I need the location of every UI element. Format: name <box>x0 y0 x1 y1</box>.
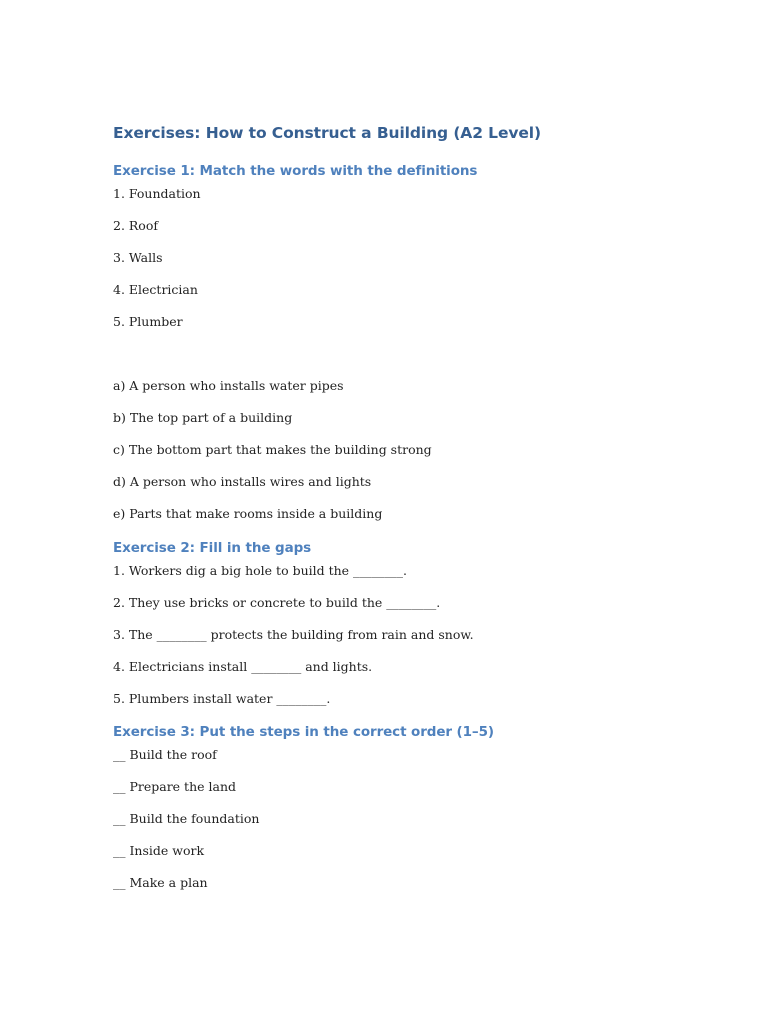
exercise-1-heading: Exercise 1: Match the words with the definitions <box>113 163 478 179</box>
exercise-1-word: 1. Foundation <box>113 186 201 201</box>
exercise-2-heading: Exercise 2: Fill in the gaps <box>113 540 312 556</box>
exercise-3-step: __ Prepare the land <box>113 779 237 794</box>
exercise-2-gap-sentence: 2. They use bricks or concrete to build the ________. <box>113 595 441 610</box>
exercise-3-step: __ Make a plan <box>113 875 208 890</box>
exercise-2-gap-sentence: 1. Workers dig a big hole to build the ________. <box>113 563 408 578</box>
exercise-3-step: __ Build the roof <box>113 747 217 762</box>
exercise-1-definition: d) A person who installs wires and lights <box>113 474 372 489</box>
exercise-1-word: 4. Electrician <box>113 282 198 297</box>
exercise-3-step: __ Inside work <box>113 843 205 858</box>
exercise-1-word: 3. Walls <box>113 250 163 265</box>
exercise-1-definition: a) A person who installs water pipes <box>113 378 344 393</box>
exercise-1-definition: c) The bottom part that makes the building strong <box>113 442 432 457</box>
exercise-1-word: 5. Plumber <box>113 314 183 329</box>
exercise-1-definition: b) The top part of a building <box>113 410 293 425</box>
exercise-1-word: 2. Roof <box>113 218 158 233</box>
exercise-1-definition: e) Parts that make rooms inside a building <box>113 506 383 521</box>
exercise-3-step: __ Build the foundation <box>113 811 260 826</box>
exercise-2-gap-sentence: 3. The ________ protects the building from rain and snow. <box>113 627 474 642</box>
exercise-2-gap-sentence: 5. Plumbers install water ________. <box>113 691 331 706</box>
document-title: Exercises: How to Construct a Building (A2 Level) <box>113 124 541 142</box>
exercise-2-gap-sentence: 4. Electricians install ________ and lights. <box>113 659 373 674</box>
exercise-3-heading: Exercise 3: Put the steps in the correct order (1–5) <box>113 724 494 740</box>
